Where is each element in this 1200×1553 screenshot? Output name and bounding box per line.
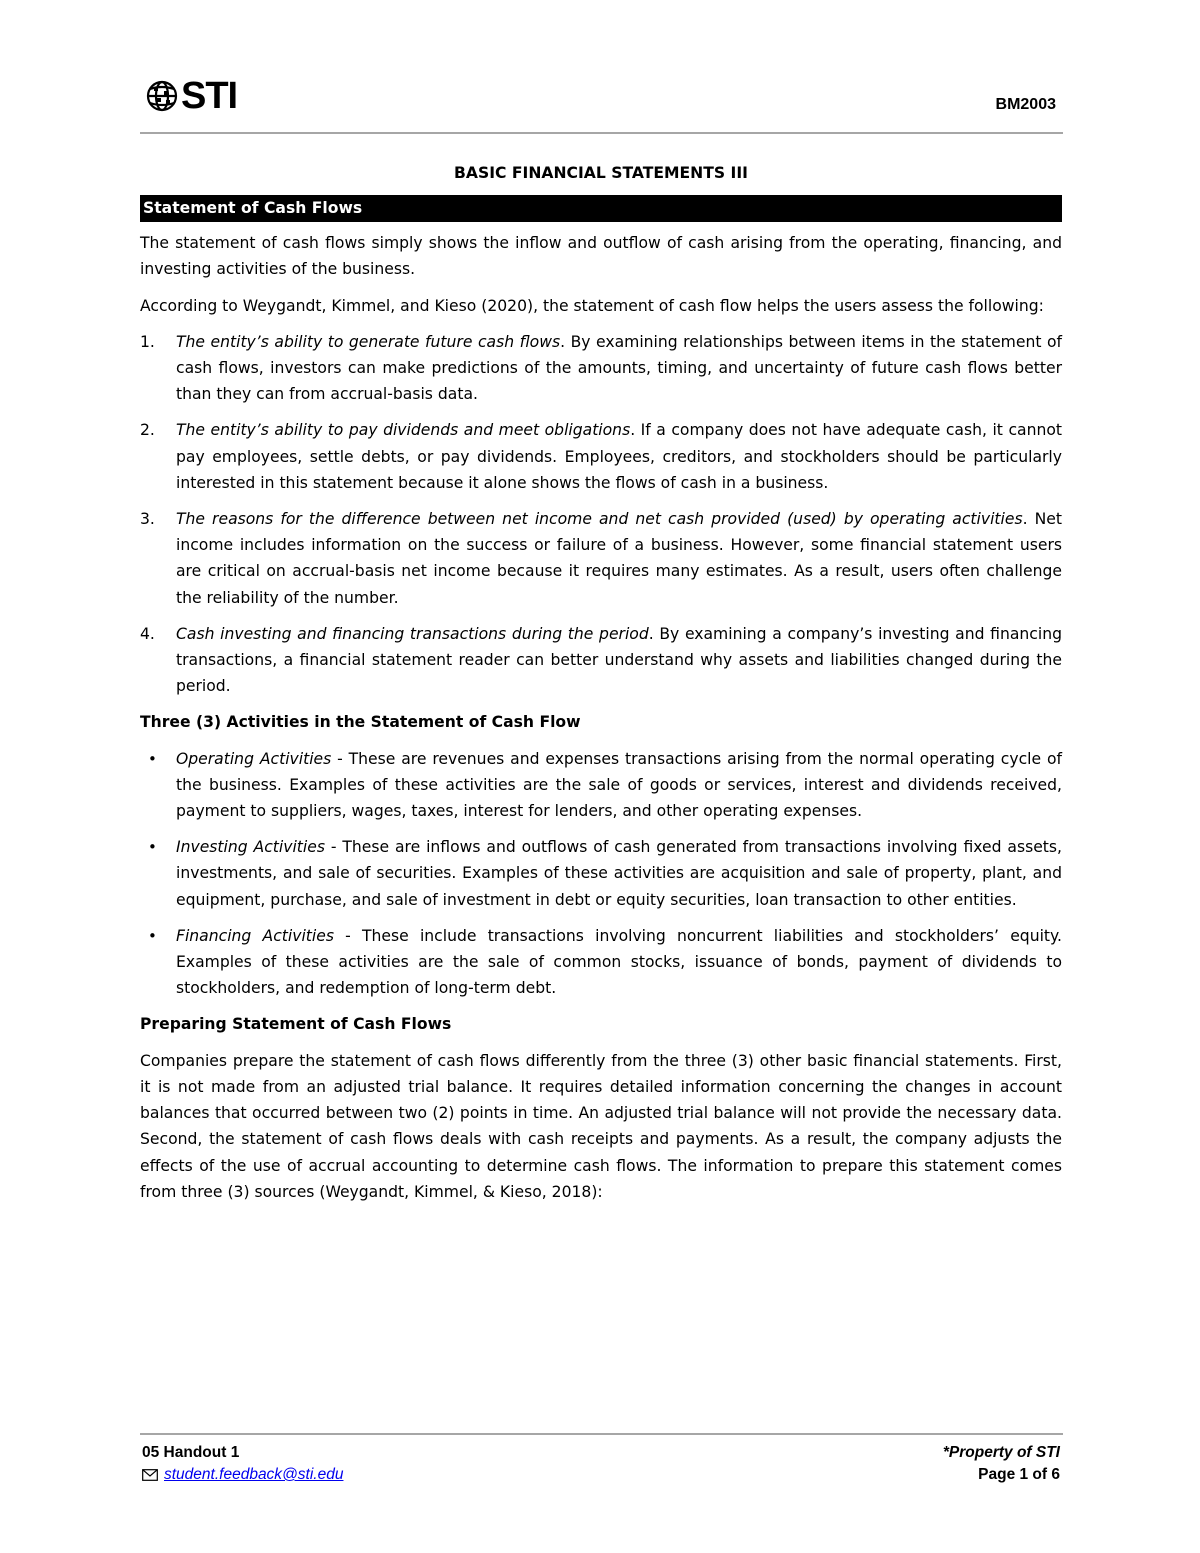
bullet-icon: •	[148, 926, 157, 945]
list-item-text: . By examining relationships between items in the statement of cash flows, investors can make predictions of the amounts, timing, and uncertainty of future cash flows better than they can from accrual-basis data.	[176, 332, 1062, 404]
list-item-text: . Net income includes information on the success or failure of a business. However, some financial statement users are critical on accrual-basis net income because it requires many estimates. As a result, users often challenge the reliability of the number.	[176, 510, 1062, 607]
intro-paragraph: The statement of cash flows simply shows the inflow and outflow of cash arising from the operating, financing, and investing activities of the business.	[140, 234, 1062, 279]
course-code: BM2003	[995, 96, 1056, 113]
footer-right	[943, 1442, 1060, 1486]
activity-name: Investing Activities	[176, 838, 325, 857]
header-divider	[140, 132, 1063, 134]
list-number: 3.	[140, 510, 155, 529]
list-item	[140, 621, 1062, 700]
activity-description: - These are inflows and outflows of cash generated from transactions involving fixed assets, investments, and sale of securities. Examples of these activities are acquisition and sale of property, plant, and equipment, purchase, and sale of investment in debt or equity securities, loan transaction to other entities.	[176, 838, 1063, 909]
sti-logo	[145, 76, 237, 116]
list-item	[140, 746, 1062, 825]
section-heading-bar: Statement of Cash Flows	[140, 195, 1062, 222]
page-number: Page 1 of 6	[978, 1466, 1060, 1483]
preparing-heading: Preparing Statement of Cash Flows	[140, 1015, 452, 1034]
list-item-lead: The reasons for the difference between net income and net cash provided (used) by operating activities	[176, 510, 1023, 529]
numbered-list	[140, 329, 1062, 700]
activity-name: Financing Activities	[176, 926, 334, 945]
feedback-email-link[interactable]: student.feedback@sti.edu	[164, 1466, 344, 1483]
activity-description: - These include transactions involving noncurrent liabilities and stockholders’ equity. Examples of these activities are the sale of common stocks, issuance of bonds, payment of dividends to stockholders, and redemption of long-term debt.	[176, 926, 1062, 998]
list-number: 1.	[140, 332, 155, 351]
logo-wordmark: STI	[181, 75, 238, 117]
list-item	[140, 417, 1062, 496]
list-item-lead: The entity’s ability to pay dividends and meet obligations	[176, 421, 631, 440]
bullet-icon: •	[148, 749, 157, 768]
page-title: BASIC FINANCIAL STATEMENTS III	[454, 164, 748, 182]
document-body	[140, 160, 1062, 1215]
handout-label: 05 Handout 1	[142, 1444, 240, 1461]
bullet-icon: •	[148, 838, 157, 857]
footer-divider	[140, 1433, 1063, 1435]
activity-name: Operating Activities	[176, 749, 332, 768]
preparing-paragraph: Companies prepare the statement of cash flows differently from the three (3) other basic financial statements. First, it is not made from an adjusted trial balance. It requires detailed information concerning the changes in account balances that occurred between two (2) points in time. An adjusted trial balance will not provide the necessary data. Second, the statement of cash flows deals with cash receipts and payments. As a result, the company adjusts the effects of the use of accrual accounting to determine cash flows. The information to prepare this statement comes from three (3) sources (Weygandt, Kimmel, & Kieso, 2018):	[140, 1051, 1062, 1201]
list-item	[140, 834, 1062, 913]
list-item-lead: The entity’s ability to generate future cash flows	[176, 332, 561, 351]
list-item-lead: Cash investing and financing transactions during the period	[176, 624, 649, 643]
list-item-text: . If a company does not have adequate cash, it cannot pay employees, settle debts, or pay dividends. Employees, creditors, and stockholders should be particularly interested in this statement because it alone shows the flows of cash in a business.	[176, 421, 1062, 492]
activities-list	[140, 746, 1062, 1002]
assess-paragraph: According to Weygandt, Kimmel, and Kieso (2020), the statement of cash flow helps the users assess the following:	[140, 296, 1044, 315]
list-item	[140, 923, 1062, 1002]
list-number: 2.	[140, 421, 155, 440]
property-notice: *Property of STI	[942, 1444, 1060, 1461]
list-item	[140, 506, 1062, 611]
envelope-icon	[142, 1469, 158, 1481]
activity-description: - These are revenues and expenses transactions arising from the normal operating cycle of the business. Examples of these activities are the sale of goods or services, interest and dividends received, payment to suppliers, wages, taxes, interest for lenders, and other operating expenses.	[176, 749, 1062, 821]
feedback-row	[142, 1464, 343, 1486]
list-item-text: . By examining a company’s investing and financing transactions, a financial statement reader can better understand why assets and liabilities changed during the period.	[176, 624, 1062, 696]
list-item	[140, 329, 1062, 408]
globe-icon	[145, 79, 179, 113]
list-number: 4.	[140, 624, 155, 643]
footer-left	[142, 1442, 343, 1486]
activities-heading: Three (3) Activities in the Statement of Cash Flow	[140, 713, 581, 732]
